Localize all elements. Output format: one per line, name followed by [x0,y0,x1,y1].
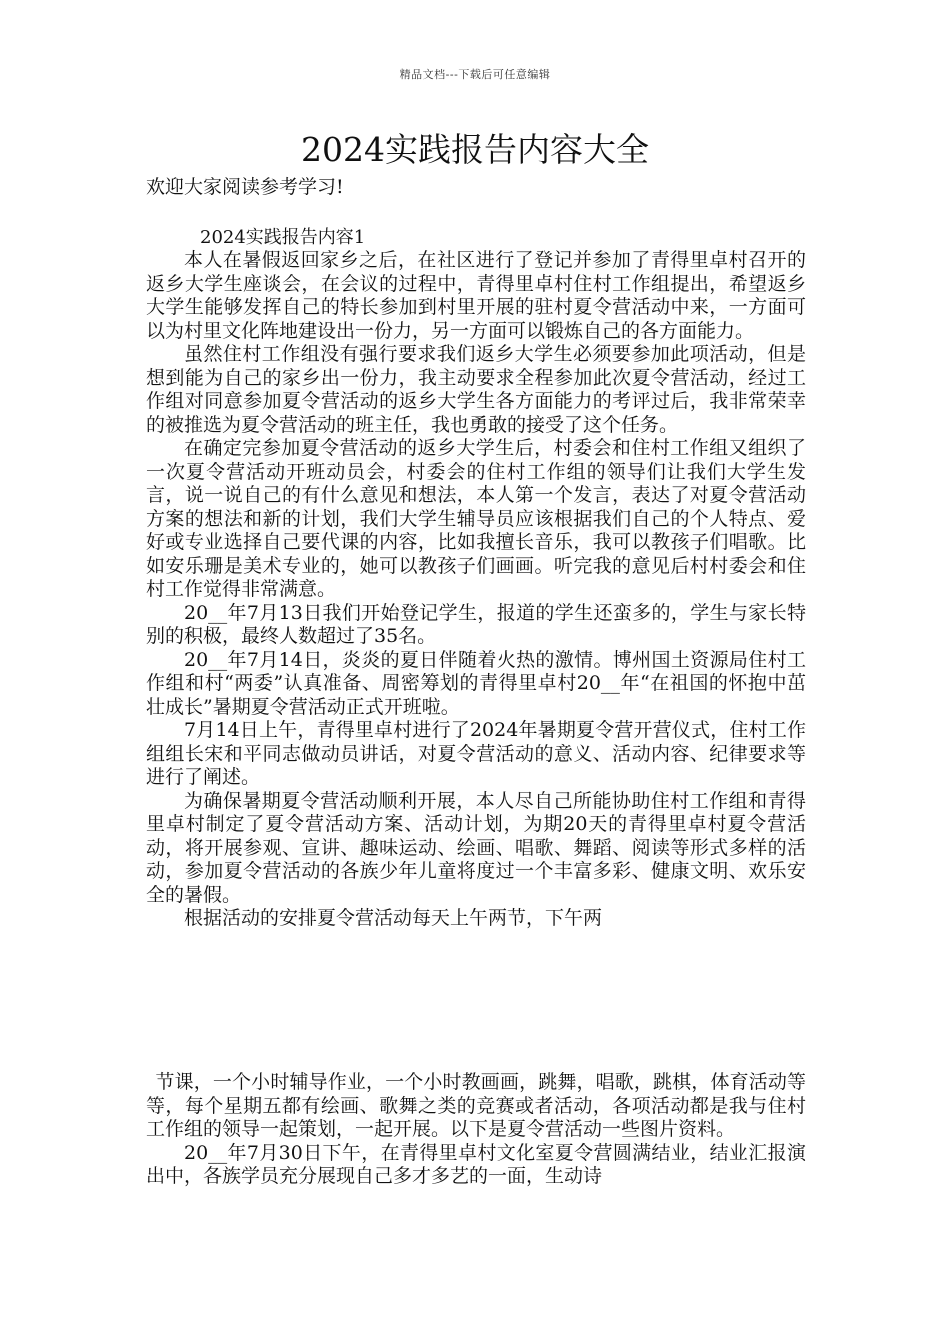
body-text-main [146,249,806,931]
paragraph: 20__年7月13日我们开始登记学生，报道的学生还蛮多的，学生与家长特别的积极，最终人数超过了35名。 [146,601,806,647]
paragraph: 20__年7月14日，炎炎的夏日伴随着火热的激情。博州国土资源局住村工作组和村“两委”认真准备、周密筹划的青得里卓村20__年“在祖国的怀抱中茁壮成长”暑期夏令营活动正式开班啦。 [146,648,806,718]
page-title: 2024实践报告内容大全 [301,130,649,169]
intro-text: 欢迎大家阅读参考学习! [146,176,344,198]
paragraph: 为确保暑期夏令营活动顺利开展，本人尽自己所能协助住村工作组和青得里卓村制定了夏令营活动方案、活动计划，为期20天的青得里卓村夏令营活动，将开展参观、宣讲、趣味运动、绘画、唱歌、舞蹈、阅读等形式多样的活动，参加夏令营活动的各族少年儿童将度过一个丰富多彩、健康文明、欢乐安全的暑假。 [146,789,806,906]
paragraph: 20__年7月30日下午，在青得里卓村文化室夏令营圆满结业，结业汇报演出中，各族学员充分展现自己多才多艺的一面，生动诗 [146,1141,806,1187]
paragraph: 本人在暑假返回家乡之后，在社区进行了登记并参加了青得里卓村召开的返乡大学生座谈会，在会议的过程中，青得里卓村住村工作组提出，希望返乡大学生能够发挥自己的特长参加到村里开展的驻村夏令营活动中来，一方面可以为村里文化阵地建设出一份力，另一方面可以锻炼自己的各方面能力。 [146,249,806,342]
header-note: 精品文档---下载后可任意编辑 [399,68,551,81]
paragraph: 虽然住村工作组没有强行要求我们返乡大学生必须要参加此项活动，但是想到能为自己的家乡出一份力，我主动要求全程参加此次夏令营活动，经过工作组对同意参加夏令营活动的返乡大学生各方面能力的考评过后，我非常荣幸的被推选为夏令营活动的班主任，我也勇敢的接受了这个任务。 [146,343,806,436]
paragraph: 在确定完参加夏令营活动的返乡大学生后，村委会和住村工作组又组织了一次夏令营活动开班动员会，村委会的住村工作组的领导们让我们大学生发言，说一说自己的有什么意见和想法，本人第一个发言，表达了对夏令营活动方案的想法和新的计划，我们大学生辅导员应该根据我们自己的个人特点、爱好或专业选择自己要代课的内容，比如我擅长音乐，我可以教孩子们唱歌。比如安乐珊是美术专业的，她可以教孩子们画画。听完我的意见后村村委会和住村工作觉得非常满意。 [146,437,806,600]
body-text-continued [146,1071,806,1189]
section-heading: 2024实践报告内容1 [200,227,366,248]
paragraph-continuation: 节课，一个小时辅导作业，一个小时教画画，跳舞，唱歌，跳棋，体育活动等等，每个星期五都有绘画、歌舞之类的竞赛或者活动，各项活动都是我与住村工作组的领导一起策划，一起开展。以下是夏令营活动一些图片资料。 [146,1071,806,1140]
paragraph: 7月14日上午，青得里卓村进行了2024年暑期夏令营开营仪式，住村工作组组长宋和平同志做动员讲话，对夏令营活动的意义、活动内容、纪律要求等进行了阐述。 [146,719,806,788]
paragraph: 根据活动的安排夏令营活动每天上午两节，下午两 [184,907,603,929]
